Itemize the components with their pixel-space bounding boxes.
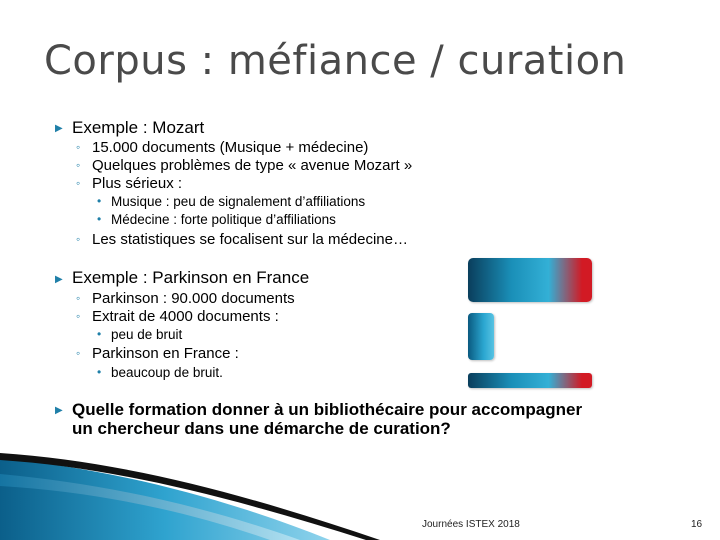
circle-bullet-icon: ◦ [76,346,81,360]
dot-bullet-icon: • [97,212,102,226]
bullet-level2: Plus sérieux : [92,175,183,192]
bullet-level3: Médecine : forte politique d’affiliations [111,212,336,227]
bullet-level2: Parkinson : 90.000 documents [92,290,295,307]
circle-bullet-icon: ◦ [76,309,81,323]
circle-bullet-icon: ◦ [76,158,81,172]
bullet-level2: Quelques problèmes de type « avenue Mozart » [92,157,413,174]
triangle-bullet-icon: ▶ [55,123,63,134]
question-line-2: un chercheur dans une démarche de curation? [72,419,451,438]
footer-page-number: 16 [691,519,703,530]
dot-bullet-icon: • [97,327,102,341]
bullet-level3: peu de bruit [111,327,183,342]
bullet-level2: Les statistiques se focalisent sur la médecine… [92,231,408,248]
footer-center-text: Journées ISTEX 2018 [422,519,520,530]
question-line-1: Quelle formation donner à un bibliothécaire pour accompagner [72,400,583,419]
bullet-level3: beaucoup de bruit. [111,365,223,380]
bullet-level2: Extrait de 4000 documents : [92,308,279,325]
triangle-bullet-icon: ▶ [55,405,63,416]
bullet-level2: Parkinson en France : [92,345,239,362]
bullet-level2: 15.000 documents (Musique + médecine) [92,139,369,156]
dot-bullet-icon: • [97,194,102,208]
bullet-level1-parkinson: Exemple : Parkinson en France [72,268,310,287]
bullet-level1-mozart: Exemple : Mozart [72,118,205,137]
circle-bullet-icon: ◦ [76,140,81,154]
bullet-level3: Musique : peu de signalement d’affiliations [111,194,366,209]
triangle-bullet-icon: ▶ [55,274,63,285]
circle-bullet-icon: ◦ [76,176,81,190]
dot-bullet-icon: • [97,365,102,379]
slide-title: Corpus : méfiance / curation [44,38,627,84]
circle-bullet-icon: ◦ [76,291,81,305]
circle-bullet-icon: ◦ [76,232,81,246]
